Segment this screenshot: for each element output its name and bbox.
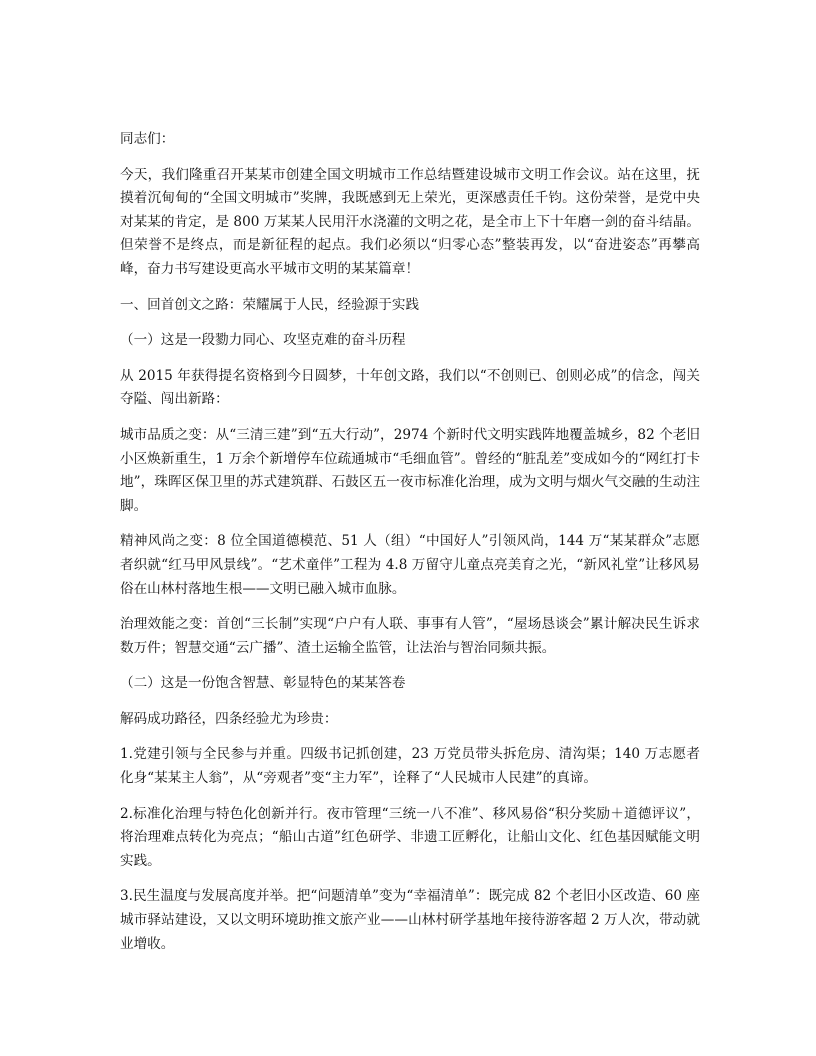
- numbered-paragraph: 3.民生温度与发展高度并举。把“问题清单”变为“幸福清单”：既完成 82 个老旧小区改造、60 座城市驿站建设，又以文明环境助推文旅产业——山林村研学基地年接待游客超 2 万人次，带动就业增收。: [120, 888, 700, 952]
- numbered-paragraph: 1.党建引领与全民参与并重。四级书记抓创建，23 万党员带头拆危房、清沟渠；140 万志愿者化身“某某主人翁”，从“旁观者”变“主力军”，诠释了“人民城市人民建”的真谛。: [120, 746, 700, 787]
- intro-paragraph: 今天，我们隆重召开某某市创建全国文明城市工作总结暨建设城市文明工作会议。站在这里，抚摸着沉甸甸的“全国文明城市”奖牌，我既感到无上荣光，更深感责任千钧。这份荣誉，是党中央对某某的肯定，是 800 万某某人民用汗水浇灌的文明之花，是全市上下十年磨一剑的奋斗结晶。但荣誉不是终点，而是新征程的起点。我们必须以“归零心态”整装再发，以“奋进姿态”再攀高峰，奋力书写建设更高水平城市文明的某某篇章！: [120, 166, 700, 277]
- body-paragraph: 从 2015 年获得提名资格到今日圆梦，十年创文路，我们以“不创则已、创则必成”的信念，闯关夺隘、闯出新路：: [120, 367, 700, 408]
- body-paragraph: 精神风尚之变：8 位全国道德模范、51 人（组）“中国好人”引领风尚，144 万“某某群众”志愿者织就“红马甲风景线”。“艺术童伴”工程为 4.8 万留守儿童点亮美育之光，“新风礼堂”让移风易俗在山林村落地生根——文明已融入城市血脉。: [120, 533, 700, 597]
- body-paragraph: 治理效能之变：首创“三长制”实现“户户有人联、事事有人管”，“屋场恳谈会”累计解决民生诉求数万件；智慧交通“云广播”、渣土运输全监管，让法治与智治同频共振。: [120, 616, 700, 656]
- section-heading: 一、回首创文之路：荣耀属于人民，经验源于实践: [120, 296, 420, 313]
- subsection-heading: （一）这是一段勠力同心、攻坚克难的奋斗历程: [120, 332, 406, 349]
- numbered-paragraph: 2.标准化治理与特色化创新并行。夜市管理“三统一八不准”、移风易俗“积分奖励＋道德评议”，将治理难点转化为亮点；“船山古道”红色研学、非遗工匠孵化，让船山文化、红色基因赋能文明实践。: [120, 805, 700, 869]
- subsection-heading: （二）这是一份饱含智慧、彰显特色的某某答卷: [120, 675, 406, 692]
- body-paragraph: 城市品质之变：从“三清三建”到“五大行动”，2974 个新时代文明实践阵地覆盖城乡，82 个老旧小区焕新重生，1 万余个新增停车位疏通城市“毛细血管”。曾经的“脏乱差”变成如今的“网红打卡地”，珠晖区保卫里的苏式建筑群、石鼓区五一夜市标准化治理，成为文明与烟火气交融的生动注脚。: [120, 426, 700, 514]
- document-body: [120, 128, 700, 968]
- body-paragraph: 解码成功路径，四条经验尤为珍贵：: [120, 710, 338, 727]
- salutation: 同志们：: [120, 131, 175, 147]
